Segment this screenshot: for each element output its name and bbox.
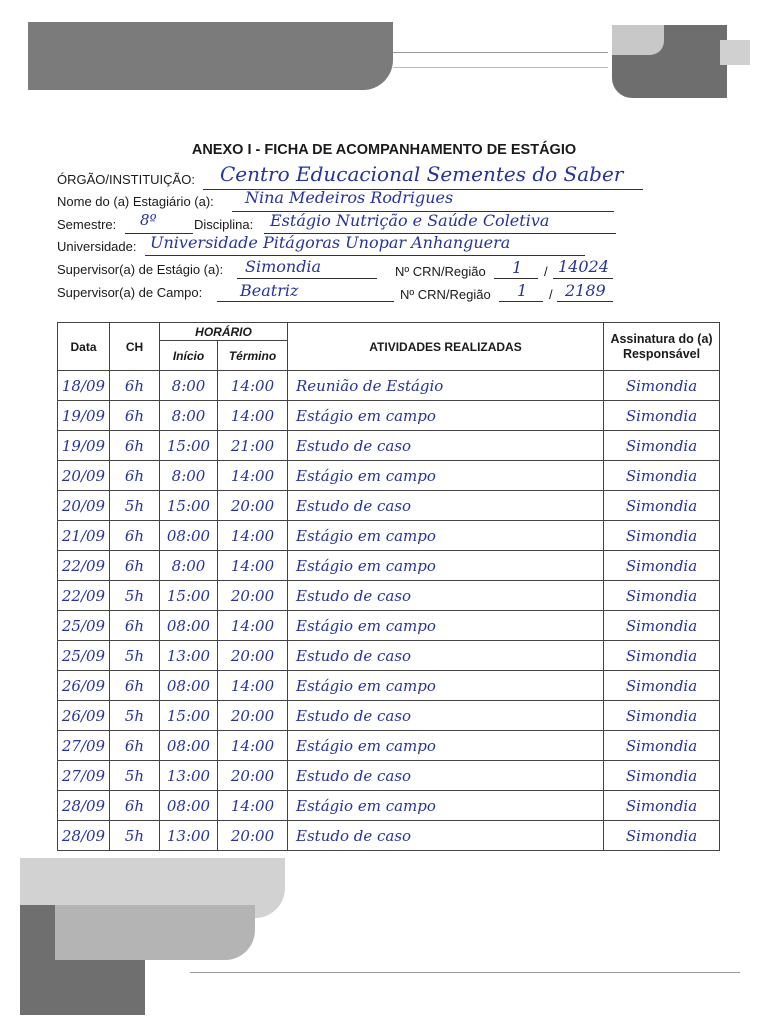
row-end: 14:00 xyxy=(218,521,288,551)
crn-slash-2: / xyxy=(549,287,553,302)
row-start: 8:00 xyxy=(160,371,218,401)
row-signature: Simondia xyxy=(604,581,720,611)
row-date: 19/09 xyxy=(58,401,110,431)
row-signature: Simondia xyxy=(604,611,720,641)
row-activity: Estudo de caso xyxy=(288,821,604,851)
row-end: 21:00 xyxy=(218,431,288,461)
row-end: 20:00 xyxy=(218,821,288,851)
row-date: 28/09 xyxy=(58,791,110,821)
row-end: 20:00 xyxy=(218,581,288,611)
row-date: 27/09 xyxy=(58,761,110,791)
row-activity: Estágio em campo xyxy=(288,521,604,551)
row-signature: Simondia xyxy=(604,821,720,851)
row-start: 13:00 xyxy=(160,641,218,671)
row-date: 18/09 xyxy=(58,371,110,401)
crn-label-2: Nº CRN/Região xyxy=(400,287,491,302)
row-signature: Simondia xyxy=(604,731,720,761)
table-row xyxy=(58,761,720,791)
row-date: 20/09 xyxy=(58,461,110,491)
form-title: ANEXO I - FICHA DE ACOMPANHAMENTO DE ESTÁGIO xyxy=(191,142,577,158)
row-start: 8:00 xyxy=(160,551,218,581)
row-end: 20:00 xyxy=(218,491,288,521)
row-start: 15:00 xyxy=(160,581,218,611)
row-signature: Simondia xyxy=(604,671,720,701)
header-end: Término xyxy=(218,341,288,371)
row-start: 15:00 xyxy=(160,431,218,461)
row-activity: Estudo de caso xyxy=(288,701,604,731)
row-date: 27/09 xyxy=(58,731,110,761)
row-ch: 6h xyxy=(110,461,160,491)
activity-table xyxy=(57,322,720,851)
internship-crn-region: 1 xyxy=(512,258,523,277)
student-value: Nina Medeiros Rodrigues xyxy=(245,188,454,207)
row-activity: Estágio em campo xyxy=(288,551,604,581)
row-start: 8:00 xyxy=(160,461,218,491)
row-end: 14:00 xyxy=(218,611,288,641)
table-row xyxy=(58,611,720,641)
row-activity: Estudo de caso xyxy=(288,641,604,671)
table-row xyxy=(58,731,720,761)
header-block-right-light xyxy=(612,25,664,55)
header-block-right-light2 xyxy=(720,40,750,65)
row-activity: Estágio em campo xyxy=(288,401,604,431)
row-date: 26/09 xyxy=(58,701,110,731)
header-line-2 xyxy=(393,67,608,68)
header-date: Data xyxy=(58,323,110,371)
header-signature: Assinatura do (a) Responsável xyxy=(604,323,720,371)
row-start: 08:00 xyxy=(160,671,218,701)
table-row xyxy=(58,401,720,431)
row-signature: Simondia xyxy=(604,431,720,461)
row-activity: Estágio em campo xyxy=(288,791,604,821)
row-end: 14:00 xyxy=(218,731,288,761)
row-ch: 5h xyxy=(110,821,160,851)
internship-supervisor-value: Simondia xyxy=(245,257,322,276)
row-signature: Simondia xyxy=(604,551,720,581)
header-start: Início xyxy=(160,341,218,371)
row-start: 15:00 xyxy=(160,701,218,731)
semester-label: Semestre: xyxy=(57,217,117,232)
row-end: 14:00 xyxy=(218,461,288,491)
row-activity: Estágio em campo xyxy=(288,461,604,491)
row-activity: Estudo de caso xyxy=(288,761,604,791)
footer-block-mid xyxy=(55,905,255,960)
table-row xyxy=(58,521,720,551)
row-ch: 6h xyxy=(110,371,160,401)
row-date: 26/09 xyxy=(58,671,110,701)
row-start: 13:00 xyxy=(160,821,218,851)
row-end: 14:00 xyxy=(218,791,288,821)
institution-value: Centro Educacional Sementes do Saber xyxy=(220,162,624,186)
table-row xyxy=(58,581,720,611)
row-end: 14:00 xyxy=(218,671,288,701)
university-value: Universidade Pitágoras Unopar Anhanguera xyxy=(150,233,511,252)
crn-label: Nº CRN/Região xyxy=(395,264,486,279)
row-date: 25/09 xyxy=(58,611,110,641)
row-start: 8:00 xyxy=(160,401,218,431)
row-ch: 6h xyxy=(110,611,160,641)
row-activity: Estudo de caso xyxy=(288,431,604,461)
row-signature: Simondia xyxy=(604,761,720,791)
row-ch: 6h xyxy=(110,731,160,761)
semester-value: 8º xyxy=(140,211,157,229)
row-start: 08:00 xyxy=(160,731,218,761)
row-signature: Simondia xyxy=(604,401,720,431)
row-end: 14:00 xyxy=(218,371,288,401)
row-date: 20/09 xyxy=(58,491,110,521)
table-row xyxy=(58,791,720,821)
table-row xyxy=(58,461,720,491)
row-ch: 6h xyxy=(110,401,160,431)
row-activity: Estágio em campo xyxy=(288,671,604,701)
field-crn-region: 1 xyxy=(517,281,528,300)
table-row xyxy=(58,671,720,701)
row-signature: Simondia xyxy=(604,521,720,551)
row-ch: 6h xyxy=(110,791,160,821)
table-row xyxy=(58,641,720,671)
row-signature: Simondia xyxy=(604,641,720,671)
row-ch: 5h xyxy=(110,581,160,611)
footer-line xyxy=(190,972,740,973)
row-activity: Estágio em campo xyxy=(288,611,604,641)
row-start: 08:00 xyxy=(160,611,218,641)
table-row xyxy=(58,431,720,461)
row-date: 19/09 xyxy=(58,431,110,461)
row-signature: Simondia xyxy=(604,791,720,821)
header-ch: CH xyxy=(110,323,160,371)
crn-slash: / xyxy=(544,264,548,279)
table-row xyxy=(58,551,720,581)
table-row xyxy=(58,491,720,521)
header-line xyxy=(393,52,608,53)
row-ch: 5h xyxy=(110,761,160,791)
row-start: 15:00 xyxy=(160,491,218,521)
table-row xyxy=(58,371,720,401)
row-activity: Estudo de caso xyxy=(288,491,604,521)
row-ch: 6h xyxy=(110,551,160,581)
row-activity: Estágio em campo xyxy=(288,731,604,761)
row-ch: 5h xyxy=(110,491,160,521)
header-banner-left xyxy=(28,22,393,90)
row-start: 13:00 xyxy=(160,761,218,791)
field-crn-value: 2189 xyxy=(565,281,606,300)
row-end: 20:00 xyxy=(218,701,288,731)
row-date: 22/09 xyxy=(58,551,110,581)
row-activity: Estudo de caso xyxy=(288,581,604,611)
row-activity: Reunião de Estágio xyxy=(288,371,604,401)
row-date: 28/09 xyxy=(58,821,110,851)
row-ch: 5h xyxy=(110,701,160,731)
internship-crn-value: 14024 xyxy=(558,257,609,276)
institution-label: ÓRGÃO/INSTITUIÇÃO: xyxy=(57,172,195,187)
header-schedule: HORÁRIO xyxy=(160,323,288,341)
field-supervisor-value: Beatriz xyxy=(240,281,299,300)
discipline-value: Estágio Nutrição e Saúde Coletiva xyxy=(270,211,550,230)
row-ch: 6h xyxy=(110,521,160,551)
row-date: 21/09 xyxy=(58,521,110,551)
student-label: Nome do (a) Estagiário (a): xyxy=(57,194,214,209)
row-end: 20:00 xyxy=(218,761,288,791)
table-row xyxy=(58,701,720,731)
row-end: 20:00 xyxy=(218,641,288,671)
table-row xyxy=(58,821,720,851)
internship-supervisor-label: Supervisor(a) de Estágio (a): xyxy=(57,262,224,277)
discipline-label: Disciplina: xyxy=(194,217,254,232)
row-signature: Simondia xyxy=(604,491,720,521)
row-end: 14:00 xyxy=(218,401,288,431)
row-end: 14:00 xyxy=(218,551,288,581)
row-date: 22/09 xyxy=(58,581,110,611)
row-signature: Simondia xyxy=(604,701,720,731)
row-signature: Simondia xyxy=(604,461,720,491)
field-supervisor-label: Supervisor(a) de Campo: xyxy=(57,285,203,300)
row-start: 08:00 xyxy=(160,791,218,821)
row-start: 08:00 xyxy=(160,521,218,551)
header-activities: ATIVIDADES REALIZADAS xyxy=(288,323,604,371)
university-label: Universidade: xyxy=(57,239,137,254)
row-date: 25/09 xyxy=(58,641,110,671)
row-ch: 5h xyxy=(110,641,160,671)
row-ch: 6h xyxy=(110,431,160,461)
row-signature: Simondia xyxy=(604,371,720,401)
row-ch: 6h xyxy=(110,671,160,701)
